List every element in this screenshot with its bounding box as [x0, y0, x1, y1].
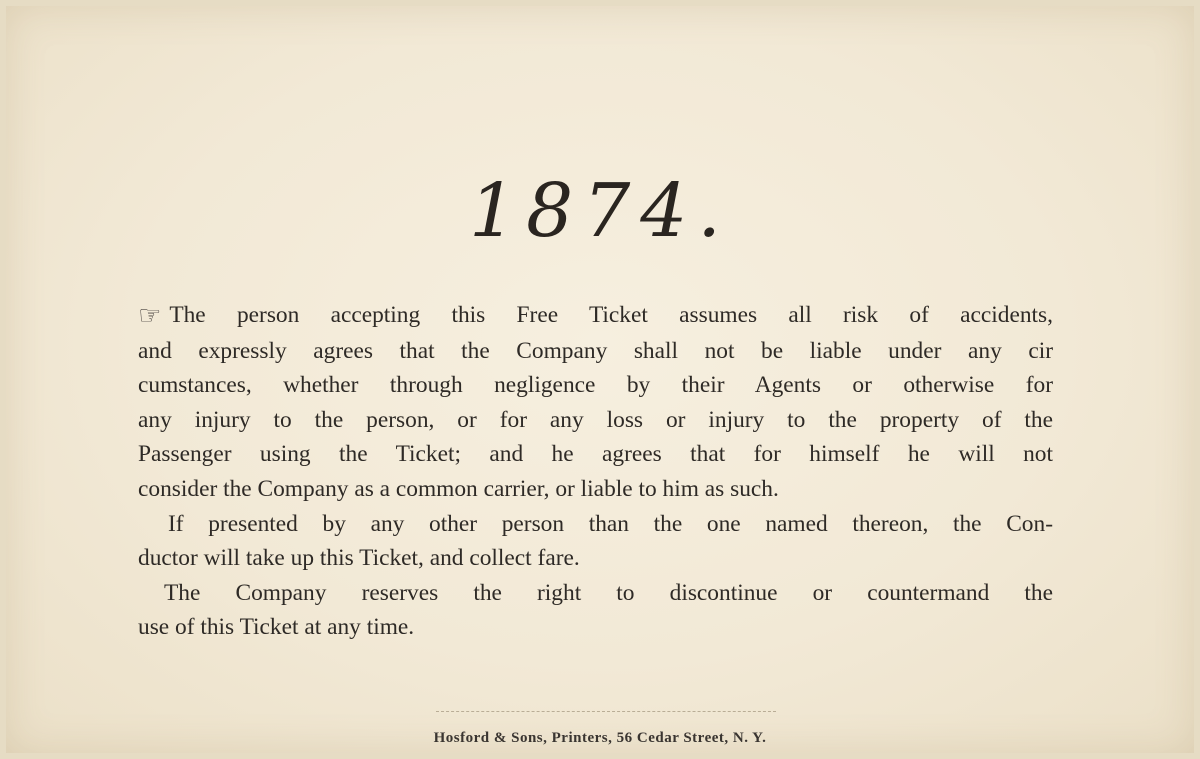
- terms-paragraph-transfer: [138, 507, 1053, 576]
- terms-line: and expressly agrees that the Company shall not be liable under any cir: [138, 337, 1053, 364]
- terms-line: any injury to the person, or for any loss or injury to the property of the: [138, 406, 1053, 433]
- pointing-hand-icon: ☞: [138, 301, 162, 331]
- terms-paragraph-liability: [138, 298, 1053, 507]
- terms-line: [138, 576, 1053, 611]
- terms-line: cumstances, whether through negligence by their Agents or otherwise for: [138, 372, 1053, 399]
- terms-line-text: The Company reserves the right to discontinue or countermand the: [164, 579, 1053, 606]
- terms-line: Passenger using the Ticket; and he agrees that for himself he will not: [138, 441, 1053, 468]
- ticket-year: 1874.: [469, 168, 731, 254]
- terms-line: [138, 507, 1053, 542]
- terms-line: ductor will take up this Ticket, and collect fare.: [138, 545, 580, 572]
- terms-line: consider the Company as a common carrier, or liable to him as such.: [138, 475, 779, 502]
- imprint-divider: [436, 711, 776, 713]
- terms-line-text: If presented by any other person than the one named thereon, the Con-: [168, 510, 1053, 537]
- terms-line: use of this Ticket at any time.: [138, 614, 415, 641]
- terms-line-text: The person accepting this Free Ticket assumes all risk of accidents,: [169, 302, 1053, 328]
- terms-paragraph-rights: [138, 576, 1053, 645]
- ticket-terms: [138, 298, 1053, 645]
- terms-line: [138, 298, 1053, 334]
- printer-imprint: Hosford & Sons, Printers, 56 Cedar Street, N. Y.: [433, 730, 767, 746]
